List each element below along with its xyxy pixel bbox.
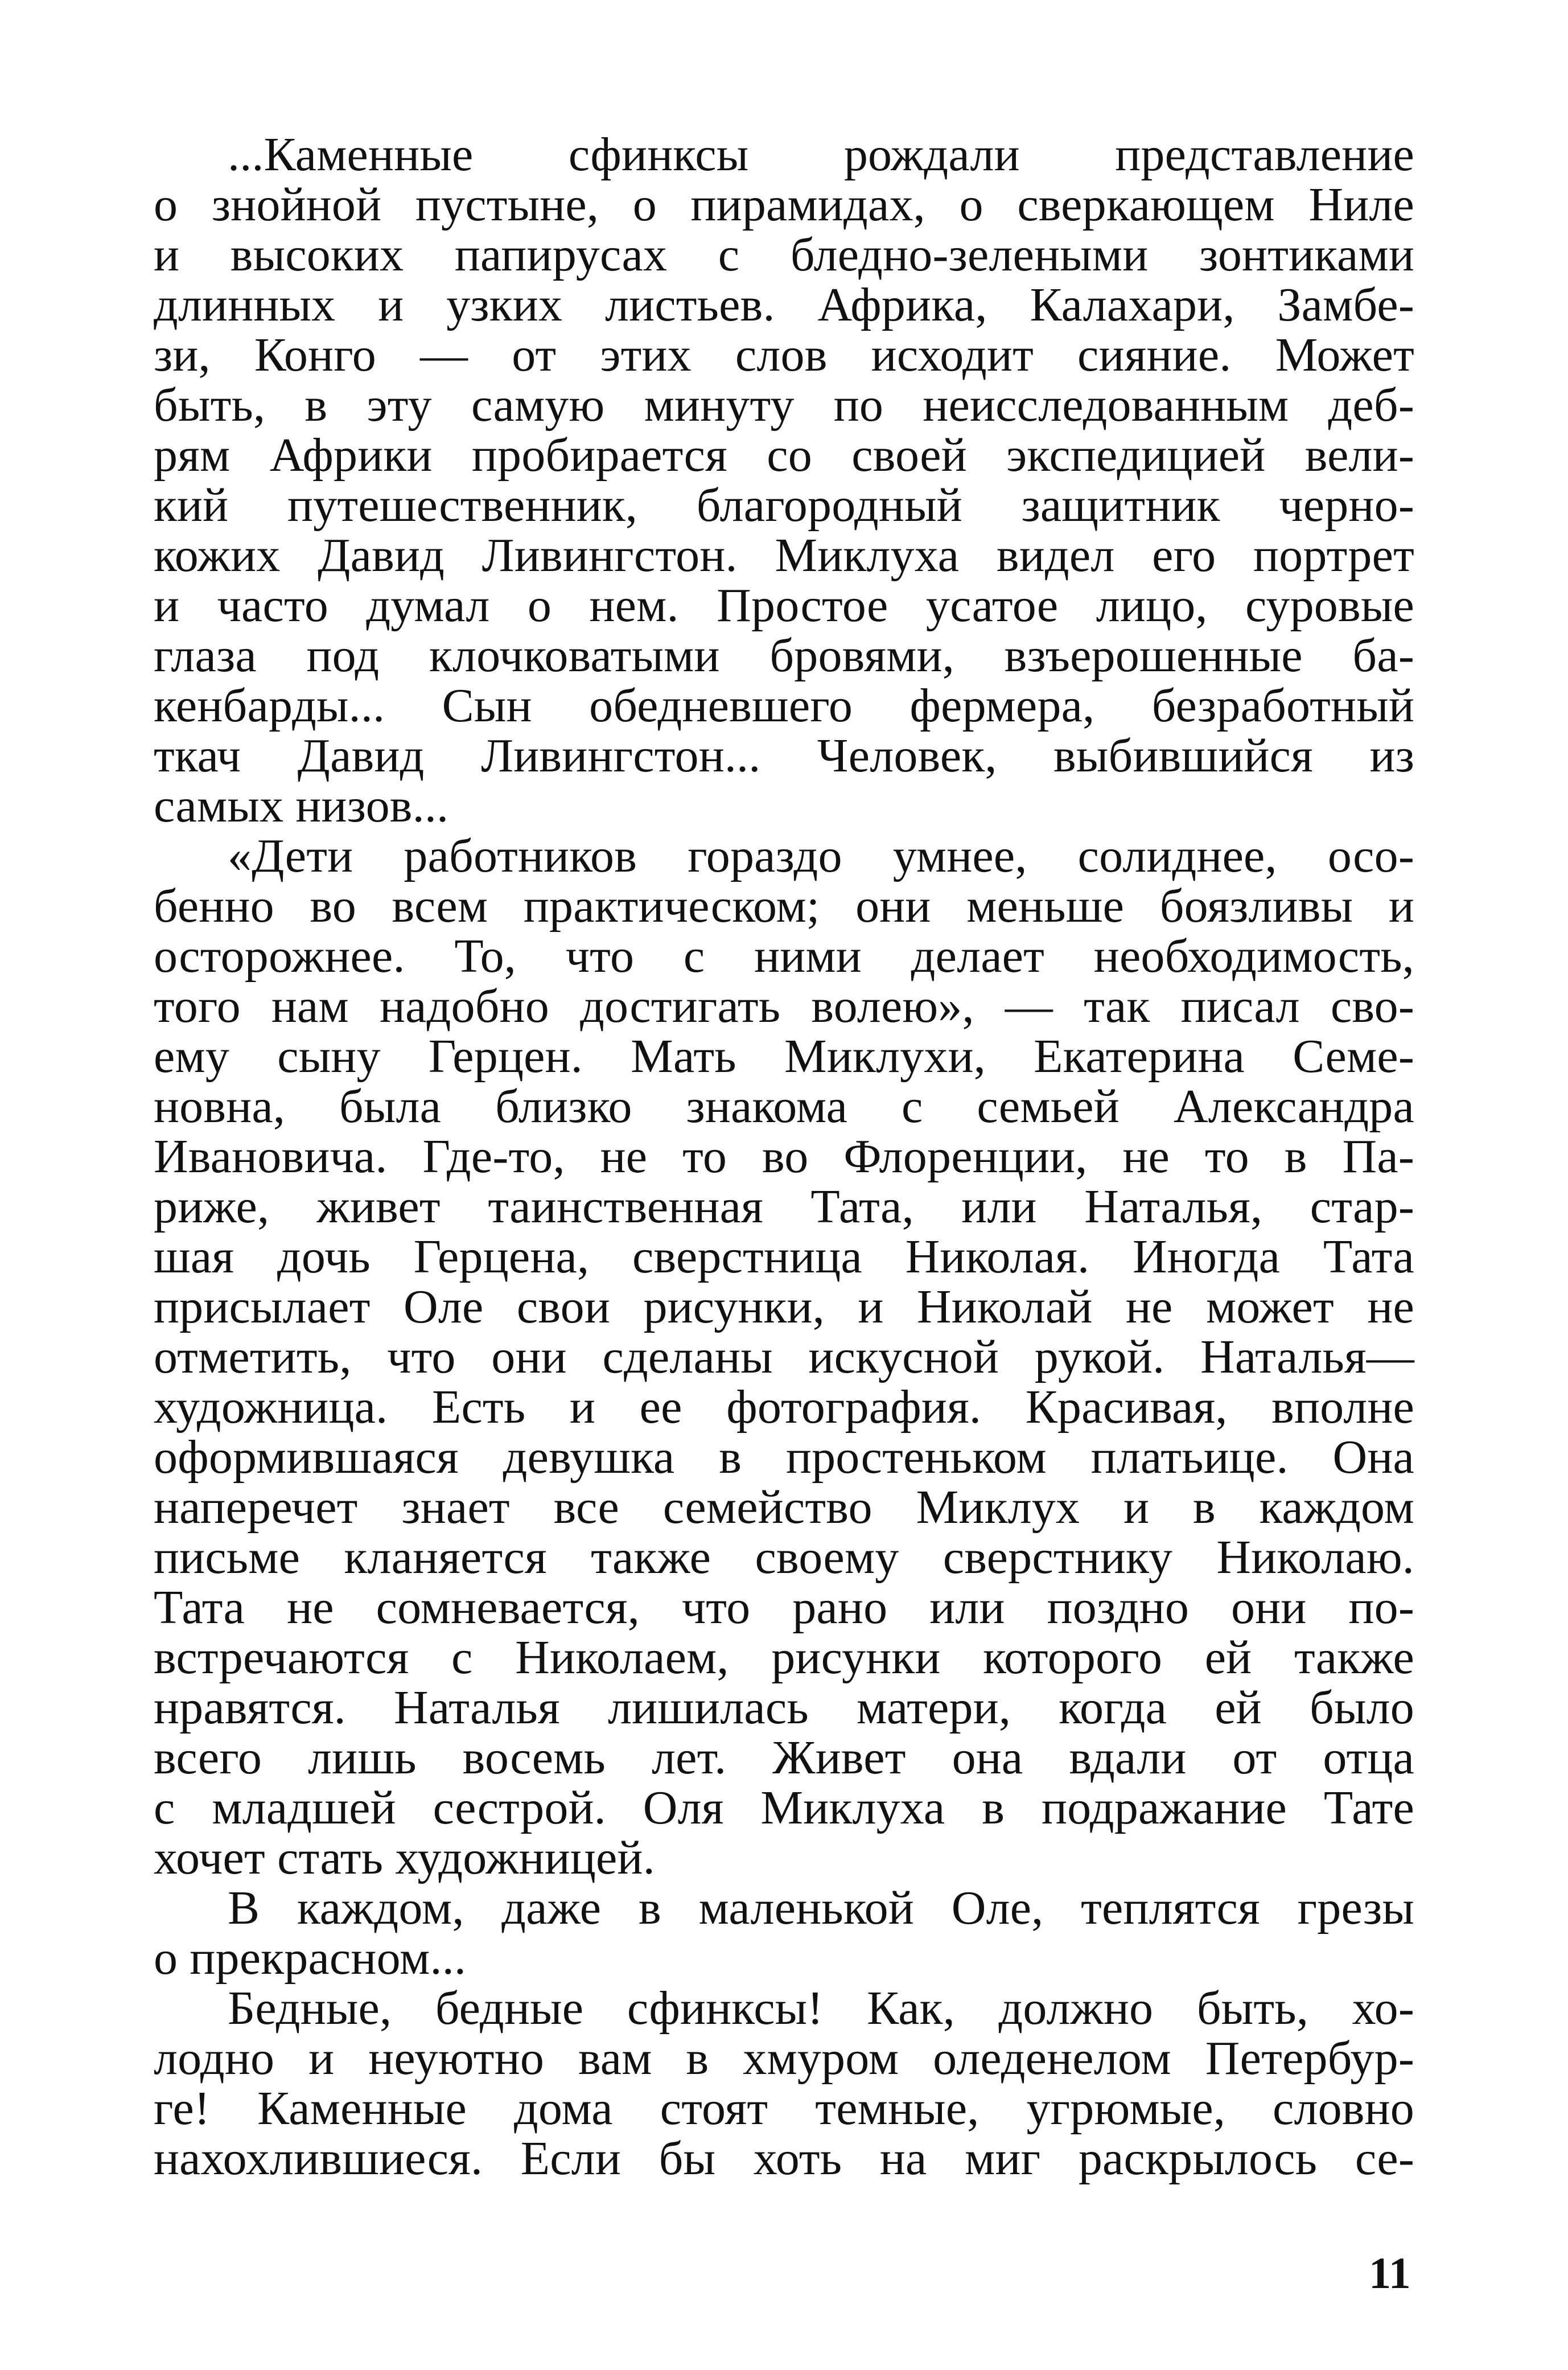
text-line: зи, Конго — от этих слов исходит сияние. Может [154, 328, 1414, 381]
text-line: ткач Давид Ливингстон... Человек, выбившийся из [154, 729, 1414, 782]
paragraph-herzen-tata [154, 831, 1414, 1883]
text-line: всего лишь восемь лет. Живет она вдали от отца [154, 1731, 1414, 1784]
text-line: «Дети работников гораздо умнее, солиднее, осо- [228, 829, 1414, 882]
text-line: оформившаяся девушка в простеньком платьице. Она [154, 1431, 1414, 1484]
body-text [154, 130, 1414, 2184]
text-line: встречаются с Николаем, рисунки которого ей также [154, 1631, 1414, 1684]
text-line: длинных и узких листьев. Африка, Калахари, Замбе- [154, 278, 1414, 331]
text-line: осторожнее. То, что с ними делает необходимость, [154, 930, 1414, 983]
text-line: и высоких папирусах с бледно-зелеными зонтиками [154, 228, 1414, 281]
text-line: ему сыну Герцен. Мать Миклухи, Екатерина Семе- [154, 1030, 1414, 1083]
page-number: 11 [1369, 2248, 1411, 2298]
text-line: кий путешественник, благородный защитник черно- [154, 479, 1414, 532]
text-line: Бедные, бедные сфинксы! Как, должно быть, хо- [228, 1982, 1414, 2035]
text-line: о знойной пустыне, о пирамидах, о сверкающем Ниле [154, 178, 1414, 231]
paragraph-poor-sphinxes [154, 1983, 1414, 2184]
text-line: с младшей сестрой. Оля Миклуха в подражание Тате [154, 1781, 1414, 1834]
text-line: бенно во всем практическом; они меньше боязливы и [154, 880, 1414, 933]
text-line: Ивановича. Где-то, не то во Флоренции, не то в Па- [154, 1130, 1414, 1183]
text-line: ге! Каменные дома стоят темные, угрюмые, словно [154, 2082, 1414, 2135]
text-line: присылает Оле свои рисунки, и Николай не может не [154, 1280, 1414, 1333]
text-line: глаза под клочковатыми бровями, взъерошенные ба- [154, 629, 1414, 682]
text-line: шая дочь Герцена, сверстница Николая. Иногда Тата [154, 1230, 1414, 1283]
text-line: Тата не сомневается, что рано или поздно они по- [154, 1581, 1414, 1634]
text-line: В каждом, даже в маленькой Оле, теплятся грезы [228, 1882, 1414, 1934]
text-line: кожих Давид Ливингстон. Миклуха видел его портрет [154, 529, 1414, 582]
text-line: кенбарды... Сын обедневшего фермера, безработный [154, 679, 1414, 732]
text-line: хочет стать художницей. [154, 1831, 655, 1884]
text-line: письме кланяется также своему сверстнику Николаю. [154, 1531, 1414, 1584]
text-line: быть, в эту самую минуту по неисследованным деб- [154, 379, 1414, 432]
text-line: ...Каменные сфинксы рождали представление [228, 128, 1414, 181]
text-line: лодно и неуютно вам в хмуром оледенелом Петербур- [154, 2032, 1414, 2085]
paragraph-sphinxes-africa [154, 130, 1414, 831]
text-line: нахохлившиеся. Если бы хоть на миг раскрылось се- [154, 2132, 1414, 2185]
text-line: художница. Есть и ее фотография. Красивая, вполне [154, 1381, 1414, 1433]
text-line: нравятся. Наталья лишилась матери, когда ей было [154, 1681, 1414, 1734]
text-line: того нам надобно достигать волею», — так писал сво- [154, 980, 1414, 1033]
text-line: и часто думал о нем. Простое усатое лицо, суровые [154, 579, 1414, 632]
text-line: о прекрасном... [154, 1932, 467, 1985]
paragraph-dreams [154, 1883, 1414, 1983]
text-line: новна, была близко знакома с семьей Александра [154, 1080, 1414, 1133]
text-line: рям Африки пробирается со своей экспедицией вели- [154, 429, 1414, 482]
text-line: риже, живет таинственная Тата, или Наталья, стар- [154, 1180, 1414, 1233]
text-line: самых низов... [154, 779, 449, 832]
text-line: наперечет знает все семейство Миклух и в каждом [154, 1481, 1414, 1534]
text-line: отметить, что они сделаны искусной рукой. Наталья— [154, 1330, 1414, 1383]
